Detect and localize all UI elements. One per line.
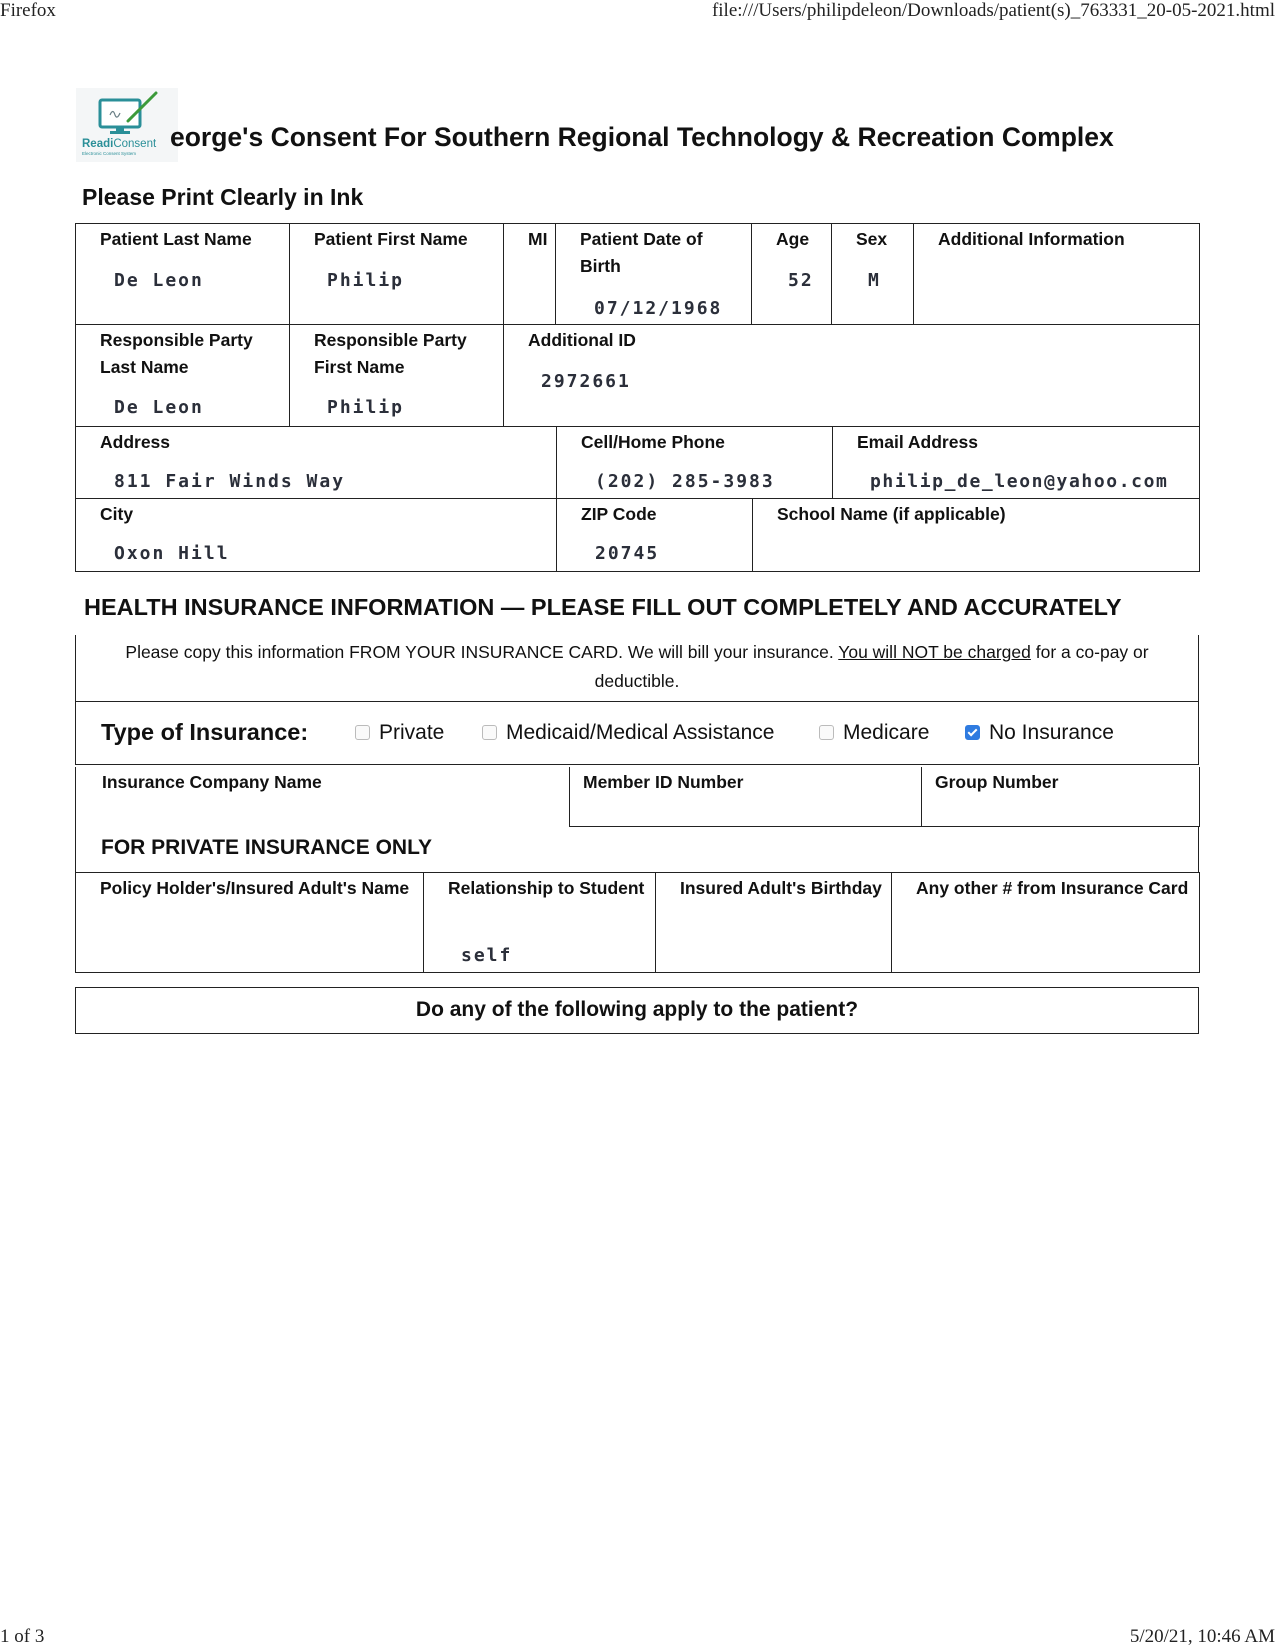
patient-dob-cell[interactable] [556,224,752,325]
patient-first-name-label: Patient First Name [314,229,468,249]
logo-brand-readi: Readi [82,138,114,150]
city-value: Oxon Hill [114,543,230,564]
readiconsent-logo [76,88,178,162]
insurance-note-underlined: You will NOT be charged [838,642,1031,662]
patient-info-table [75,223,1200,325]
no-insurance-option-label: No Insurance [989,721,1114,744]
insurance-note-post: for a co-pay or deductible. [594,642,1149,691]
medicare-option-label: Medicare [843,721,930,744]
responsible-party-table [75,324,1200,427]
phone-value: (202) 285-3983 [595,471,775,492]
address-value: 811 Fair Winds Way [114,471,346,492]
insurance-company-label: Insurance Company Name [102,772,322,792]
insurance-type-label: Type of Insurance: [101,719,309,745]
school-label: School Name (if applicable) [777,504,1006,524]
address-cell[interactable] [76,427,557,499]
patient-first-name-cell[interactable] [290,224,504,325]
patient-last-name-cell[interactable] [76,224,290,325]
email-value: philip_de_leon@yahoo.com [870,471,1169,492]
member-id-label: Member ID Number [583,772,744,792]
private-insurance-only-row [75,826,1199,872]
print-datetime: 5/20/21, 10:46 AM [1129,1626,1275,1647]
responsible-first-name-cell[interactable] [290,325,504,427]
patient-last-name-value: De Leon [114,270,204,291]
insurance-option-medicare[interactable] [819,721,929,745]
phone-cell[interactable] [557,427,833,499]
file-url: file:///Users/philipdeleon/Downloads/patient(s)_763331_20-05-2021.html [711,0,1275,21]
patient-mi-cell[interactable] [504,224,556,325]
policy-holder-table [75,872,1200,973]
logo-tagline: Electronic Consent System [82,151,137,156]
page-count: 1 of 3 [0,1626,45,1647]
school-cell[interactable] [753,499,1200,572]
print-instruction: Please Print Clearly in Ink [82,184,364,210]
print-header [0,0,1275,22]
policy-holder-cell[interactable] [76,873,424,973]
insurance-company-cell[interactable] [76,767,570,826]
insurance-type-row [75,702,1199,765]
phone-label: Cell/Home Phone [581,432,725,452]
member-id-cell[interactable] [570,767,922,826]
patient-age-cell[interactable] [752,224,832,325]
private-checkbox[interactable] [355,725,370,740]
city-table [75,498,1200,572]
group-number-label: Group Number [935,772,1059,792]
insurance-section [75,635,1199,765]
group-number-cell[interactable] [922,767,1200,826]
additional-id-value: 2972661 [541,371,631,392]
private-option-label: Private [379,721,445,744]
responsible-last-name-cell[interactable] [76,325,290,427]
email-label: Email Address [857,432,978,452]
medicare-checkbox[interactable] [819,725,834,740]
medicaid-checkbox[interactable] [482,725,497,740]
insurance-option-private[interactable] [355,721,444,745]
email-cell[interactable] [833,427,1200,499]
responsible-last-name-value: De Leon [114,397,204,418]
browser-name: Firefox [0,0,56,21]
responsible-first-name-value: Philip [327,397,405,418]
no-insurance-checkbox[interactable] [965,725,980,740]
medicaid-option-label: Medicaid/Medical Assistance [506,721,775,744]
document-title: eorge's Consent For Southern Regional Technology & Recreation Complex [170,122,1114,152]
zip-value: 20745 [595,543,660,564]
additional-info-cell[interactable] [914,224,1200,325]
svg-text:ReadiConsent [82,138,157,150]
insurance-company-table [75,767,1200,827]
policy-holder-label: Policy Holder's/Insured Adult's Name [100,878,410,898]
other-number-cell[interactable] [892,873,1200,973]
zip-label: ZIP Code [581,504,657,524]
patient-dob-value: 07/12/1968 [594,298,723,319]
relationship-label: Relationship to Student [448,878,645,898]
responsible-last-name-label: Responsible Party Last Name [100,330,253,377]
relationship-cell[interactable] [424,873,656,973]
city-label: City [100,504,134,524]
patient-mi-label: MI [528,229,548,249]
insured-birthday-label: Insured Adult's Birthday [680,878,882,898]
patient-age-label: Age [776,229,810,249]
responsible-first-name-label: Responsible Party First Name [314,330,467,377]
patient-sex-value: M [868,270,881,291]
patient-sex-cell[interactable] [832,224,914,325]
insurance-option-medicaid[interactable] [482,721,774,745]
additional-info-label: Additional Information [938,229,1125,249]
insured-birthday-cell[interactable] [656,873,892,973]
patient-sex-label: Sex [856,229,888,249]
other-number-label: Any other # from Insurance Card [916,878,1189,898]
logo-brand-consent: Consent [113,138,157,150]
insurance-heading: HEALTH INSURANCE INFORMATION — PLEASE FILL OUT COMPLETELY AND ACCURATELY [84,594,1122,620]
city-cell[interactable] [76,499,557,572]
additional-id-cell[interactable] [504,325,1200,427]
patient-dob-label: Patient Date of Birth [580,229,703,276]
additional-id-label: Additional ID [528,330,636,350]
address-table [75,426,1200,499]
insurance-option-no-insurance[interactable] [965,721,1114,745]
relationship-value: self [461,945,513,966]
patient-first-name-value: Philip [327,270,405,291]
insurance-note [75,635,1199,702]
patient-age-value: 52 [788,270,814,291]
zip-cell[interactable] [557,499,753,572]
address-label: Address [100,432,171,452]
private-insurance-only-label: FOR PRIVATE INSURANCE ONLY [101,836,432,859]
insurance-note-pre: Please copy this information FROM YOUR INSURANCE CARD. We will bill your insurance. [125,642,834,662]
print-footer [0,1626,1275,1648]
patient-question-header: Do any of the following apply to the patient? [75,987,1199,1034]
patient-last-name-label: Patient Last Name [100,229,252,249]
